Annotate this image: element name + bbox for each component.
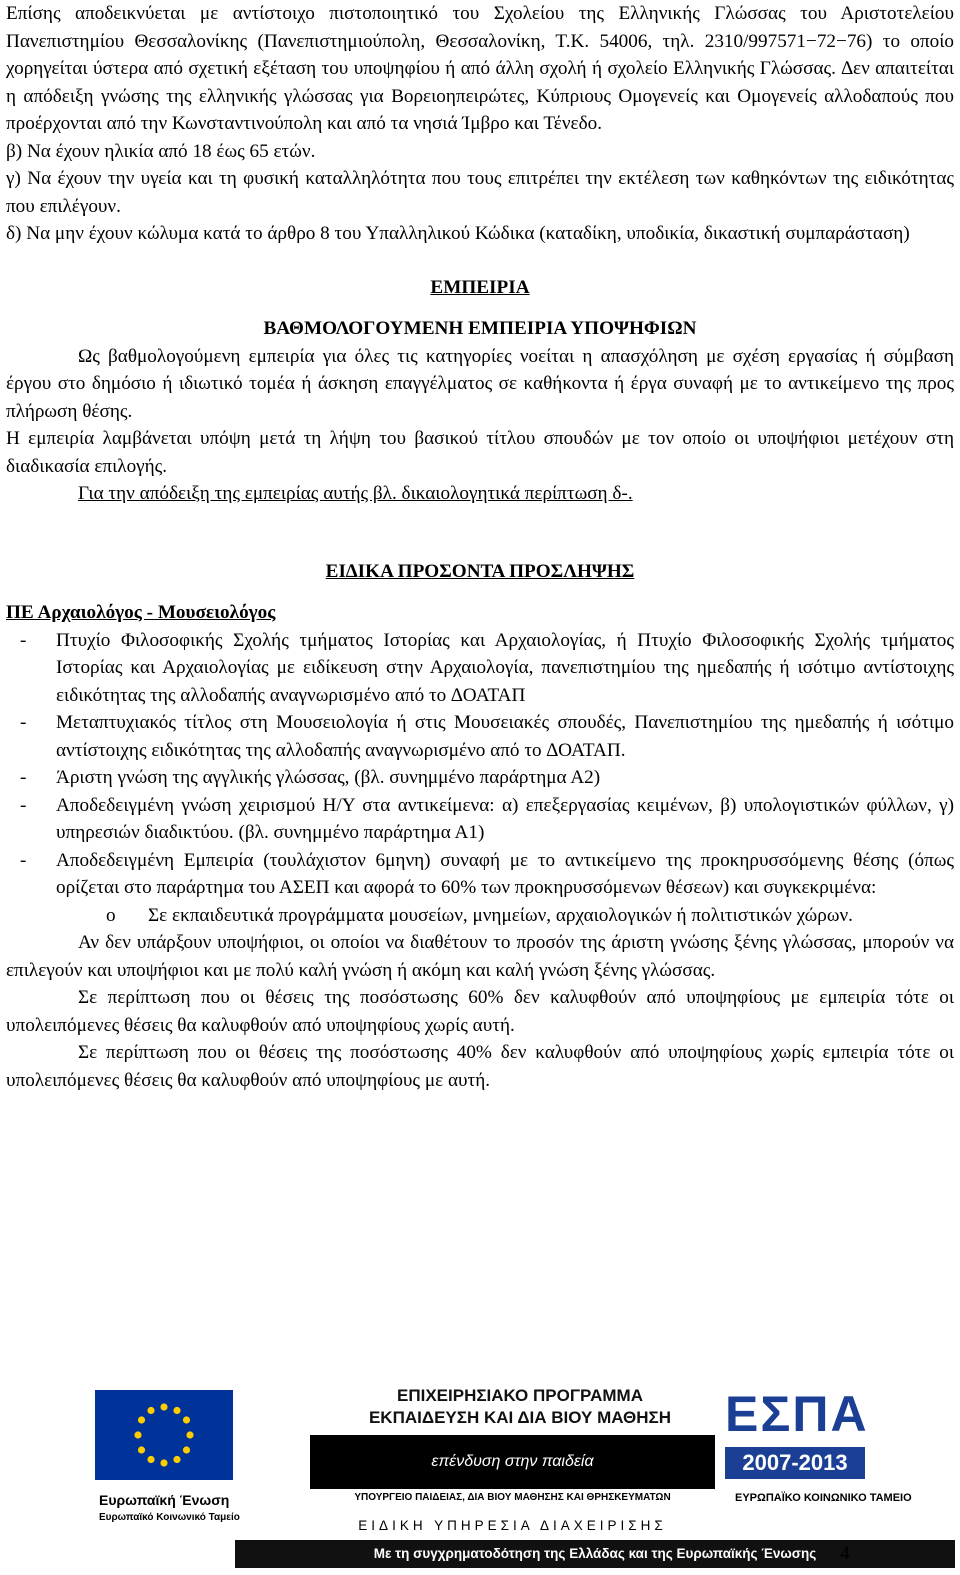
program-title-line1: ΕΠΙΧΕΙΡΗΣΙΑΚΟ ΠΡΟΓΡΑΜΜΑ bbox=[396, 1386, 643, 1405]
espa-social-fund: ΕΥΡΩΠΑΪΚΟ ΚΟΙΝΩΝΙΚΟ ΤΑΜΕΙΟ bbox=[735, 1492, 912, 1504]
requirement-postgraduate bbox=[6, 709, 954, 764]
bullet-marker: o bbox=[106, 904, 116, 926]
requirement-experience-text: Αποδεδειγμένη Εμπειρία (τουλάχιστον 6μηνη) συναφή με το αντικείμενο της προκηρυσσόμενης θέσης (όπως ορίζεται στο παράρτημα του ΑΣΕΠ και αφορά το 60% των προκηρυσσόμενων θέσεων) και συγκεκριμένα: bbox=[56, 849, 954, 898]
requirement-computer-skills bbox=[6, 792, 954, 847]
dash-marker: - bbox=[20, 767, 27, 788]
eu-stars-icon bbox=[95, 1390, 233, 1480]
dash-marker: - bbox=[20, 794, 27, 816]
paragraph-quota-60: Σε περίπτωση που οι θέσεις της ποσόστωσης 60% δεν καλυφθούν από υποψηφίους με εμπειρία τότε οι υπολειπόμενες θέσεις θα καλυφθούν από υποψηφίους χωρίς αυτή. bbox=[6, 987, 954, 1036]
requirement-no-impediment: δ) Να μην έχουν κώλυμα κατά το άρθρο 8 του Υπαλληλικού Κώδικα (καταδίκη, υποδικία, δικαστική συμπαράσταση) bbox=[6, 223, 910, 244]
ministry-name: ΥΠΟΥΡΓΕΙΟ ΠΑΙΔΕΙΑΣ, ΔΙΑ ΒΙΟΥ ΜΑΘΗΣΗΣ ΚΑΙ ΘΡΗΣΚΕΥΜΑΤΩΝ bbox=[354, 1492, 671, 1503]
paragraph-language-fallback: Αν δεν υπάρξουν υποψήφιοι, οι οποίοι να διαθέτουν το προσόν της άριστη γνώσης ξένης γλώσσας, μπορούν να επιλεγούν και υποψήφιοι και με πολύ καλή γνώση ή ακόμη και καλή γνώση ξένης γλώσσας. bbox=[6, 932, 954, 981]
requirement-degree bbox=[6, 627, 954, 710]
requirement-english bbox=[6, 764, 954, 792]
managing-authority: ΕΙΔΙΚΗ ΥΠΗΡΕΣΙΑ ΔΙΑΧΕΙΡΙΣΗΣ bbox=[358, 1518, 667, 1533]
espa-years: 2007-2013 bbox=[725, 1447, 865, 1479]
heading-scored-experience: ΒΑΘΜΟΛΟΓΟΥΜΕΝΗ ΕΜΠΕΙΡΙΑ ΥΠΟΨΗΦΙΩΝ bbox=[263, 318, 697, 339]
paragraph-language-certificate: Επίσης αποδεικνύεται με αντίστοιχο πιστοποιητικό του Σχολείου της Ελληνικής Γλώσσας του Αριστοτελείου Πανεπιστημίου Θεσσαλονίκης (Πανεπιστημιούπολη, Θεσσαλονίκη, Τ.Κ. 54006, τηλ. 2310/997571−72−76) το οποίο χορηγείται ύστερα από σχετική εξέταση του υποψηφίου ή από άλλη σχολή ή σχολείο Ελληνικής Γλώσσας. ∆εν απαιτείται η απόδειξη γνώσης της ελληνικής γλώσσας για Βορειοηπειρώτες, Κύπριους Ομογενείς και Ομογενείς αλλοδαπούς που προέρχονται από την Κωνσταντινούπολη και από τα νησιά Ίμβρο και Τένεδο. bbox=[6, 3, 954, 134]
requirement-postgraduate-text: Μεταπτυχιακός τίτλος στη Μουσειολογία ή στις Μουσειακές σπουδές, Πανεπιστημίου της ημεδαπής ή ισότιμο αντίστοιχης ειδικότητας της αλλοδαπής αναγνωρισμένο από το ∆ΟΑΤΑΠ. bbox=[56, 712, 954, 761]
eu-flag-logo bbox=[95, 1390, 233, 1480]
requirement-age: β) Να έχουν ηλικία από 18 έως 65 ετών. bbox=[6, 140, 316, 162]
espa-word: ΕΣΠΑ bbox=[725, 1386, 869, 1442]
experience-proof-note: Για την απόδειξη της εμπειρίας αυτής βλ. δικαιολογητικά περίπτωση δ-. bbox=[78, 483, 633, 504]
dash-marker: - bbox=[20, 629, 27, 651]
requirement-experience-subitem-text: Σε εκπαιδευτικά προγράμματα μουσείων, μνημείων, αρχαιολογικών ή πολιτιστικών χώρων. bbox=[148, 904, 853, 926]
dash-marker: - bbox=[20, 849, 27, 871]
requirement-health: γ) Να έχουν την υγεία και τη φυσική καταλληλότητα που τους επιτρέπει την εκτέλεση των καθηκόντων της ειδικότητας που επιλέγουν. bbox=[6, 168, 954, 217]
dash-marker: - bbox=[20, 712, 27, 733]
heading-experience: ΕΜΠΕΙΡΙΑ bbox=[430, 276, 530, 298]
page-number: 4 bbox=[840, 1543, 850, 1564]
paragraph-experience-after-degree: Η εμπειρία λαμβάνεται υπόψη μετά τη λήψη του βασικού τίτλου σπουδών με τον οποίο οι υποψήφιοι μετέχουν στη διαδικασία επιλογής. bbox=[6, 428, 954, 477]
cofinance-bar: Με τη συγχρηματοδότηση της Ελλάδας και της Ευρωπαϊκής Ένωσης bbox=[235, 1540, 955, 1568]
paragraph-scored-experience: Ως βαθμολογούμενη εμπειρία για όλες τις κατηγορίες νοείται η απασχόληση με σχέση εργασίας ή σύμβαση έργου στο δημόσιο ή ιδιωτικό τομέα ή άσκηση επαγγέλματος σε καθήκοντα ή έργα συναφή με το αντικείμενο της προς πλήρωση θέσης. bbox=[6, 345, 954, 422]
program-title bbox=[325, 1385, 715, 1429]
requirement-english-text: Άριστη γνώση της αγγλικής γλώσσας, (βλ. συνημμένο παράρτημα Α2) bbox=[56, 767, 601, 788]
document-page bbox=[6, 0, 954, 1094]
position-title: ΠΕ Αρχαιολόγος - Μουσειολόγος bbox=[6, 602, 276, 623]
eu-name: Ευρωπαϊκή Ένωση bbox=[99, 1492, 230, 1508]
requirement-experience bbox=[6, 847, 954, 902]
espa-logo bbox=[725, 1385, 955, 1490]
paragraph-quota-40: Σε περίπτωση που οι θέσεις της ποσόστωσης 40% δεν καλυφθούν από υποψηφίους χωρίς εμπειρία τότε οι υπολειπόμενες θέσεις θα καλυφθούν από υποψηφίους με αυτή. bbox=[6, 1042, 954, 1091]
heading-special-qualifications: ΕΙ∆ΙΚΑ ΠΡΟΣΟΝΤΑ ΠΡΟΣΛΗΨΗΣ bbox=[325, 560, 635, 582]
requirement-degree-text: Πτυχίο Φιλοσοφικής Σχολής τμήματος Ιστορίας και Αρχαιολογίας, ή Πτυχίο Φιλοσοφικής Σχολής τμήματος Ιστορίας και Αρχαιολογίας με ειδίκευση στην Αρχαιολογία, πανεπιστημίου της ημεδαπής ή ισότιμο αντίστοιχης ειδικότητας της αλλοδαπής αναγνωρισμένο από το ∆ΟΑΤΑΠ bbox=[56, 629, 954, 706]
program-title-line2: ΕΚΠΑΙΔΕΥΣΗ ΚΑΙ ΔΙΑ ΒΙΟΥ ΜΑΘΗΣΗ bbox=[368, 1408, 672, 1427]
funding-logos-banner bbox=[95, 1380, 955, 1561]
requirement-experience-subitem bbox=[6, 902, 954, 930]
eu-social-fund: Ευρωπαϊκό Κοινωνικό Ταμείο bbox=[99, 1512, 240, 1523]
program-slogan: επένδυση στην παιδεία bbox=[431, 1453, 594, 1470]
program-logo-block bbox=[310, 1435, 715, 1489]
requirement-computer-skills-text: Αποδεδειγμένη γνώση χειρισμού Η/Υ στα αντικείμενα: α) επεξεργασίας κειμένων, β) υπολογιστικών φύλλων, γ) υπηρεσιών διαδικτύου. (βλ. συνημμένο παράρτημα Α1) bbox=[56, 794, 954, 843]
